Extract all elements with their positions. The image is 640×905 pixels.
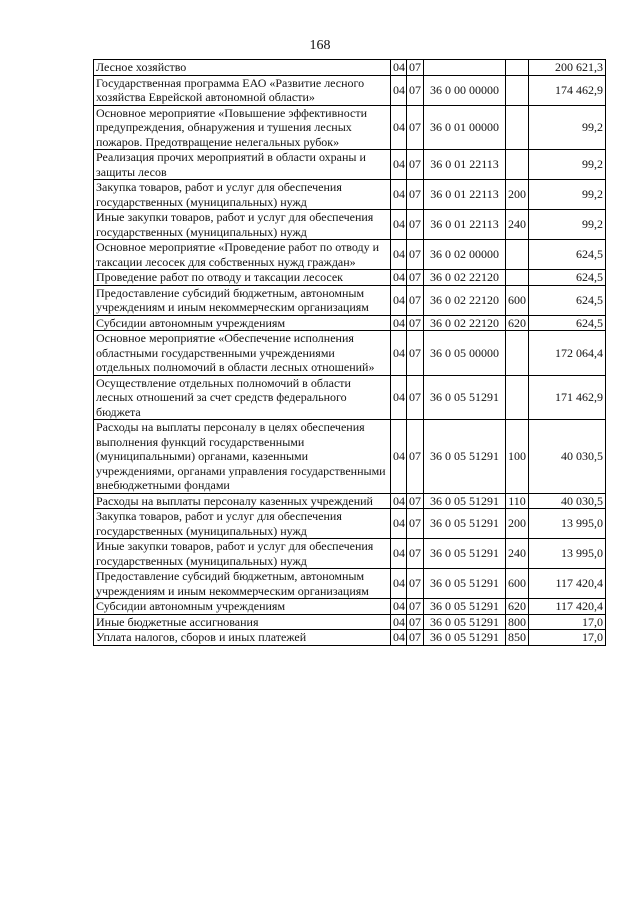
row-name-cell: Основное мероприятие «Повышение эффективности предупреждения, обнаружения и тушения лесных пожаров. Предотвращение нелегальных рубок» [94, 105, 391, 150]
row-section-cell: 04 [391, 509, 407, 539]
row-target-code-cell: 36 0 01 22113 [424, 150, 506, 180]
row-expense-type-cell [506, 270, 529, 286]
row-section-cell: 04 [391, 614, 407, 630]
row-target-code-cell: 36 0 05 51291 [424, 509, 506, 539]
row-subsection-cell: 07 [407, 569, 424, 599]
row-amount-cell: 117 420,4 [529, 569, 606, 599]
table-row [94, 614, 606, 630]
row-expense-type-cell [506, 150, 529, 180]
table-row [94, 630, 606, 646]
row-amount-cell: 13 995,0 [529, 509, 606, 539]
row-amount-cell: 624,5 [529, 285, 606, 315]
table-row [94, 180, 606, 210]
row-name-cell: Государственная программа ЕАО «Развитие лесного хозяйства Еврейской автономной области» [94, 75, 391, 105]
table-row [94, 105, 606, 150]
row-expense-type-cell [506, 331, 529, 376]
row-name-cell: Иные бюджетные ассигнования [94, 614, 391, 630]
row-name-cell: Расходы на выплаты персоналу в целях обеспечения выполнения функций государственными (муниципальными) органами, казенными учреждениями, органами управления государственными внебюджетными фондами [94, 420, 391, 494]
row-section-cell: 04 [391, 331, 407, 376]
row-subsection-cell: 07 [407, 75, 424, 105]
row-section-cell: 04 [391, 493, 407, 509]
row-name-cell: Предоставление субсидий бюджетным, автономным учреждениям и иным некоммерческим организациям [94, 285, 391, 315]
row-subsection-cell: 07 [407, 285, 424, 315]
row-subsection-cell: 07 [407, 375, 424, 420]
table-row [94, 599, 606, 615]
row-target-code-cell: 36 0 05 51291 [424, 539, 506, 569]
row-expense-type-cell: 600 [506, 569, 529, 599]
row-name-cell: Иные закупки товаров, работ и услуг для обеспечения государственных (муниципальных) нужд [94, 539, 391, 569]
table-row [94, 331, 606, 376]
row-target-code-cell: 36 0 05 51291 [424, 599, 506, 615]
table-row [94, 420, 606, 494]
table-row [94, 285, 606, 315]
row-expense-type-cell: 240 [506, 539, 529, 569]
row-section-cell: 04 [391, 420, 407, 494]
row-expense-type-cell: 600 [506, 285, 529, 315]
budget-table-body [94, 60, 606, 646]
row-subsection-cell: 07 [407, 240, 424, 270]
row-section-cell: 04 [391, 569, 407, 599]
row-amount-cell: 171 462,9 [529, 375, 606, 420]
table-row [94, 493, 606, 509]
row-name-cell: Закупка товаров, работ и услуг для обеспечения государственных (муниципальных) нужд [94, 180, 391, 210]
row-expense-type-cell [506, 60, 529, 76]
row-subsection-cell: 07 [407, 331, 424, 376]
row-section-cell: 04 [391, 75, 407, 105]
row-section-cell: 04 [391, 270, 407, 286]
row-subsection-cell: 07 [407, 315, 424, 331]
row-expense-type-cell: 100 [506, 420, 529, 494]
row-expense-type-cell: 200 [506, 509, 529, 539]
row-amount-cell: 624,5 [529, 315, 606, 331]
row-amount-cell: 40 030,5 [529, 420, 606, 494]
row-subsection-cell: 07 [407, 493, 424, 509]
page-number: 168 [309, 38, 331, 53]
row-target-code-cell: 36 0 01 22113 [424, 210, 506, 240]
row-name-cell: Основное мероприятие «Обеспечение исполнения областными государственными учреждениями отдельных полномочий в области лесных отношений» [94, 331, 391, 376]
row-section-cell: 04 [391, 315, 407, 331]
row-name-cell: Субсидии автономным учреждениям [94, 315, 391, 331]
row-name-cell: Осуществление отдельных полномочий в области лесных отношений за счет средств федерального бюджета [94, 375, 391, 420]
row-expense-type-cell: 620 [506, 599, 529, 615]
row-section-cell: 04 [391, 180, 407, 210]
row-amount-cell: 40 030,5 [529, 493, 606, 509]
row-expense-type-cell: 200 [506, 180, 529, 210]
row-subsection-cell: 07 [407, 60, 424, 76]
row-amount-cell: 624,5 [529, 270, 606, 286]
table-row [94, 375, 606, 420]
budget-table [93, 59, 606, 646]
row-expense-type-cell: 240 [506, 210, 529, 240]
table-row [94, 240, 606, 270]
row-target-code-cell: 36 0 02 22120 [424, 270, 506, 286]
table-row [94, 150, 606, 180]
row-section-cell: 04 [391, 285, 407, 315]
row-subsection-cell: 07 [407, 420, 424, 494]
row-section-cell: 04 [391, 60, 407, 76]
row-amount-cell: 99,2 [529, 180, 606, 210]
row-section-cell: 04 [391, 375, 407, 420]
row-amount-cell: 624,5 [529, 240, 606, 270]
row-target-code-cell: 36 0 05 51291 [424, 375, 506, 420]
row-name-cell: Уплата налогов, сборов и иных платежей [94, 630, 391, 646]
row-name-cell: Проведение работ по отводу и таксации лесосек [94, 270, 391, 286]
row-expense-type-cell: 800 [506, 614, 529, 630]
row-amount-cell: 117 420,4 [529, 599, 606, 615]
row-subsection-cell: 07 [407, 180, 424, 210]
row-target-code-cell [424, 60, 506, 76]
row-target-code-cell: 36 0 05 00000 [424, 331, 506, 376]
row-expense-type-cell [506, 375, 529, 420]
row-amount-cell: 17,0 [529, 630, 606, 646]
row-section-cell: 04 [391, 599, 407, 615]
row-amount-cell: 99,2 [529, 150, 606, 180]
row-name-cell: Основное мероприятие «Проведение работ по отводу и таксации лесосек для собственных нужд граждан» [94, 240, 391, 270]
row-target-code-cell: 36 0 02 22120 [424, 315, 506, 331]
table-row [94, 315, 606, 331]
row-target-code-cell: 36 0 01 22113 [424, 180, 506, 210]
row-subsection-cell: 07 [407, 614, 424, 630]
row-amount-cell: 172 064,4 [529, 331, 606, 376]
row-expense-type-cell: 620 [506, 315, 529, 331]
row-name-cell: Расходы на выплаты персоналу казенных учреждений [94, 493, 391, 509]
table-row [94, 539, 606, 569]
row-target-code-cell: 36 0 05 51291 [424, 569, 506, 599]
row-expense-type-cell [506, 240, 529, 270]
row-name-cell: Предоставление субсидий бюджетным, автономным учреждениям и иным некоммерческим организациям [94, 569, 391, 599]
row-target-code-cell: 36 0 02 22120 [424, 285, 506, 315]
row-target-code-cell: 36 0 05 51291 [424, 614, 506, 630]
row-amount-cell: 17,0 [529, 614, 606, 630]
row-amount-cell: 13 995,0 [529, 539, 606, 569]
row-name-cell: Лесное хозяйство [94, 60, 391, 76]
row-section-cell: 04 [391, 150, 407, 180]
row-amount-cell: 99,2 [529, 105, 606, 150]
row-target-code-cell: 36 0 05 51291 [424, 493, 506, 509]
row-subsection-cell: 07 [407, 150, 424, 180]
row-section-cell: 04 [391, 630, 407, 646]
row-subsection-cell: 07 [407, 105, 424, 150]
row-expense-type-cell: 850 [506, 630, 529, 646]
row-section-cell: 04 [391, 105, 407, 150]
row-target-code-cell: 36 0 00 00000 [424, 75, 506, 105]
row-subsection-cell: 07 [407, 630, 424, 646]
row-expense-type-cell [506, 75, 529, 105]
row-amount-cell: 99,2 [529, 210, 606, 240]
row-amount-cell: 174 462,9 [529, 75, 606, 105]
row-target-code-cell: 36 0 05 51291 [424, 420, 506, 494]
row-subsection-cell: 07 [407, 599, 424, 615]
row-name-cell: Иные закупки товаров, работ и услуг для обеспечения государственных (муниципальных) нужд [94, 210, 391, 240]
row-section-cell: 04 [391, 539, 407, 569]
row-name-cell: Закупка товаров, работ и услуг для обеспечения государственных (муниципальных) нужд [94, 509, 391, 539]
row-target-code-cell: 36 0 02 00000 [424, 240, 506, 270]
row-subsection-cell: 07 [407, 539, 424, 569]
row-section-cell: 04 [391, 240, 407, 270]
row-target-code-cell: 36 0 01 00000 [424, 105, 506, 150]
row-target-code-cell: 36 0 05 51291 [424, 630, 506, 646]
row-subsection-cell: 07 [407, 210, 424, 240]
table-row [94, 75, 606, 105]
row-section-cell: 04 [391, 210, 407, 240]
row-expense-type-cell: 110 [506, 493, 529, 509]
row-amount-cell: 200 621,3 [529, 60, 606, 76]
row-name-cell: Субсидии автономным учреждениям [94, 599, 391, 615]
table-row [94, 60, 606, 76]
table-row [94, 509, 606, 539]
row-name-cell: Реализация прочих мероприятий в области охраны и защиты лесов [94, 150, 391, 180]
table-row [94, 210, 606, 240]
row-subsection-cell: 07 [407, 509, 424, 539]
table-row [94, 569, 606, 599]
row-expense-type-cell [506, 105, 529, 150]
row-subsection-cell: 07 [407, 270, 424, 286]
table-row [94, 270, 606, 286]
